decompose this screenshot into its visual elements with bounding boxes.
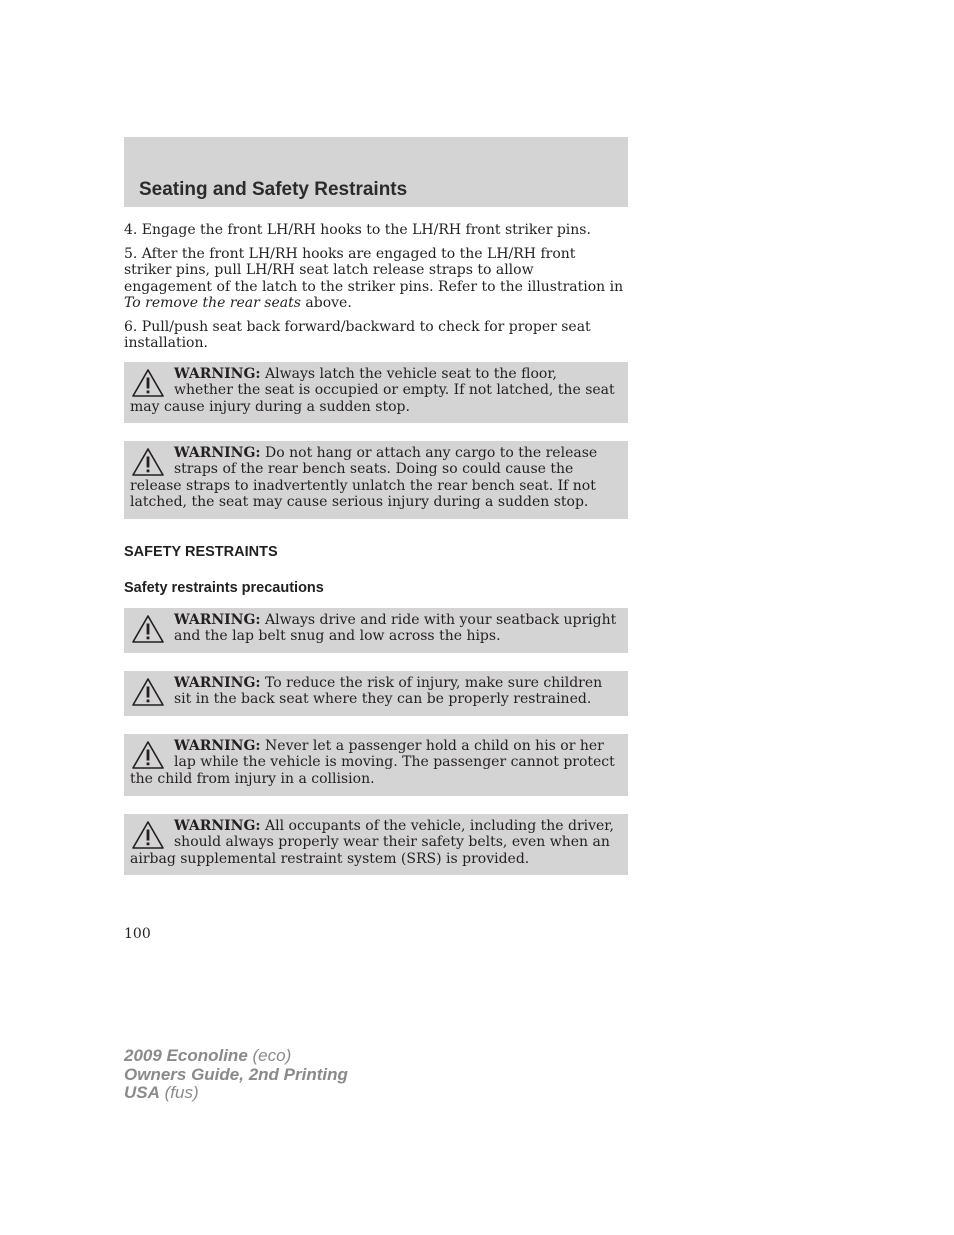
- warning-text: [130, 445, 620, 510]
- warning-label: WARNING:: [174, 612, 261, 628]
- warning-triangle-icon: [131, 677, 165, 707]
- step-5-text: 5. After the front LH/RH hooks are engaged to the LH/RH front striker pins, pull LH/RH seat latch release straps to allow engagement of the latch to the striker pins. Refer to the illustration in: [124, 246, 624, 295]
- warning-label: WARNING:: [174, 818, 261, 834]
- warning-text: [130, 675, 620, 708]
- warning-body: All occupants of the vehicle, including the driver, should always properly wear their safety belts, even when an airbag supplemental restraint system (SRS) is provided.: [130, 818, 614, 867]
- footer-model-code: (eco): [247, 1046, 292, 1065]
- warning-text: [130, 818, 620, 867]
- document-footer: [124, 1047, 348, 1103]
- warning-body: Always latch the vehicle seat to the floor, whether the seat is occupied or empty. If not latched, the seat may cause injury during a sudden stop.: [130, 366, 615, 415]
- footer-region-code: (fus): [159, 1083, 199, 1102]
- page-title: Seating and Safety Restraints: [139, 179, 408, 200]
- footer-guide: Owners Guide, 2nd Printing: [124, 1064, 348, 1084]
- step-5-reference: To remove the rear seats: [124, 295, 301, 312]
- warning-triangle-icon: [131, 614, 165, 644]
- warning-box: [124, 362, 628, 423]
- section-heading: SAFETY RESTRAINTS: [124, 544, 278, 560]
- step-5-tail: above.: [300, 295, 352, 312]
- warning-box: [124, 734, 628, 796]
- warning-text: [130, 366, 620, 415]
- warning-triangle-icon: [131, 820, 165, 850]
- warning-box: [124, 441, 628, 519]
- warning-box: [124, 671, 628, 716]
- warning-body: To reduce the risk of injury, make sure children sit in the back seat where they can be properly restrained.: [174, 675, 603, 708]
- step-6: 6. Pull/push seat back forward/backward to check for proper seat installation.: [124, 319, 591, 352]
- step-5: [124, 246, 624, 312]
- page-number: 100: [124, 926, 151, 942]
- footer-model-line: [124, 1047, 348, 1066]
- warning-triangle-icon: [131, 447, 165, 477]
- section-header-bar: [124, 137, 628, 207]
- warning-box: [124, 608, 628, 653]
- warning-label: WARNING:: [174, 738, 261, 754]
- warning-triangle-icon: [131, 368, 165, 398]
- warning-text: [130, 612, 620, 645]
- warning-box: [124, 814, 628, 875]
- warning-body: Do not hang or attach any cargo to the release straps of the rear bench seats. Doing so could cause the release straps to inadvertently unlatch the rear bench seat. If not latched, the seat may cause serious injury during a sudden stop.: [130, 445, 598, 510]
- warning-label: WARNING:: [174, 445, 261, 461]
- footer-model: 2009 Econoline: [124, 1046, 248, 1065]
- subsection-heading: Safety restraints precautions: [124, 580, 324, 596]
- step-4: 4. Engage the front LH/RH hooks to the LH/RH front striker pins.: [124, 222, 591, 238]
- footer-region-line: [124, 1084, 348, 1103]
- warning-body: Never let a passenger hold a child on his or her lap while the vehicle is moving. The passenger cannot protect the child from injury in a collision.: [130, 738, 615, 787]
- footer-region: USA: [124, 1083, 160, 1102]
- warning-label: WARNING:: [174, 366, 261, 382]
- warning-text: [130, 738, 620, 787]
- warning-triangle-icon: [131, 740, 165, 770]
- warning-body: Always drive and ride with your seatback upright and the lap belt snug and low across the hips.: [174, 612, 617, 645]
- warning-label: WARNING:: [174, 675, 261, 691]
